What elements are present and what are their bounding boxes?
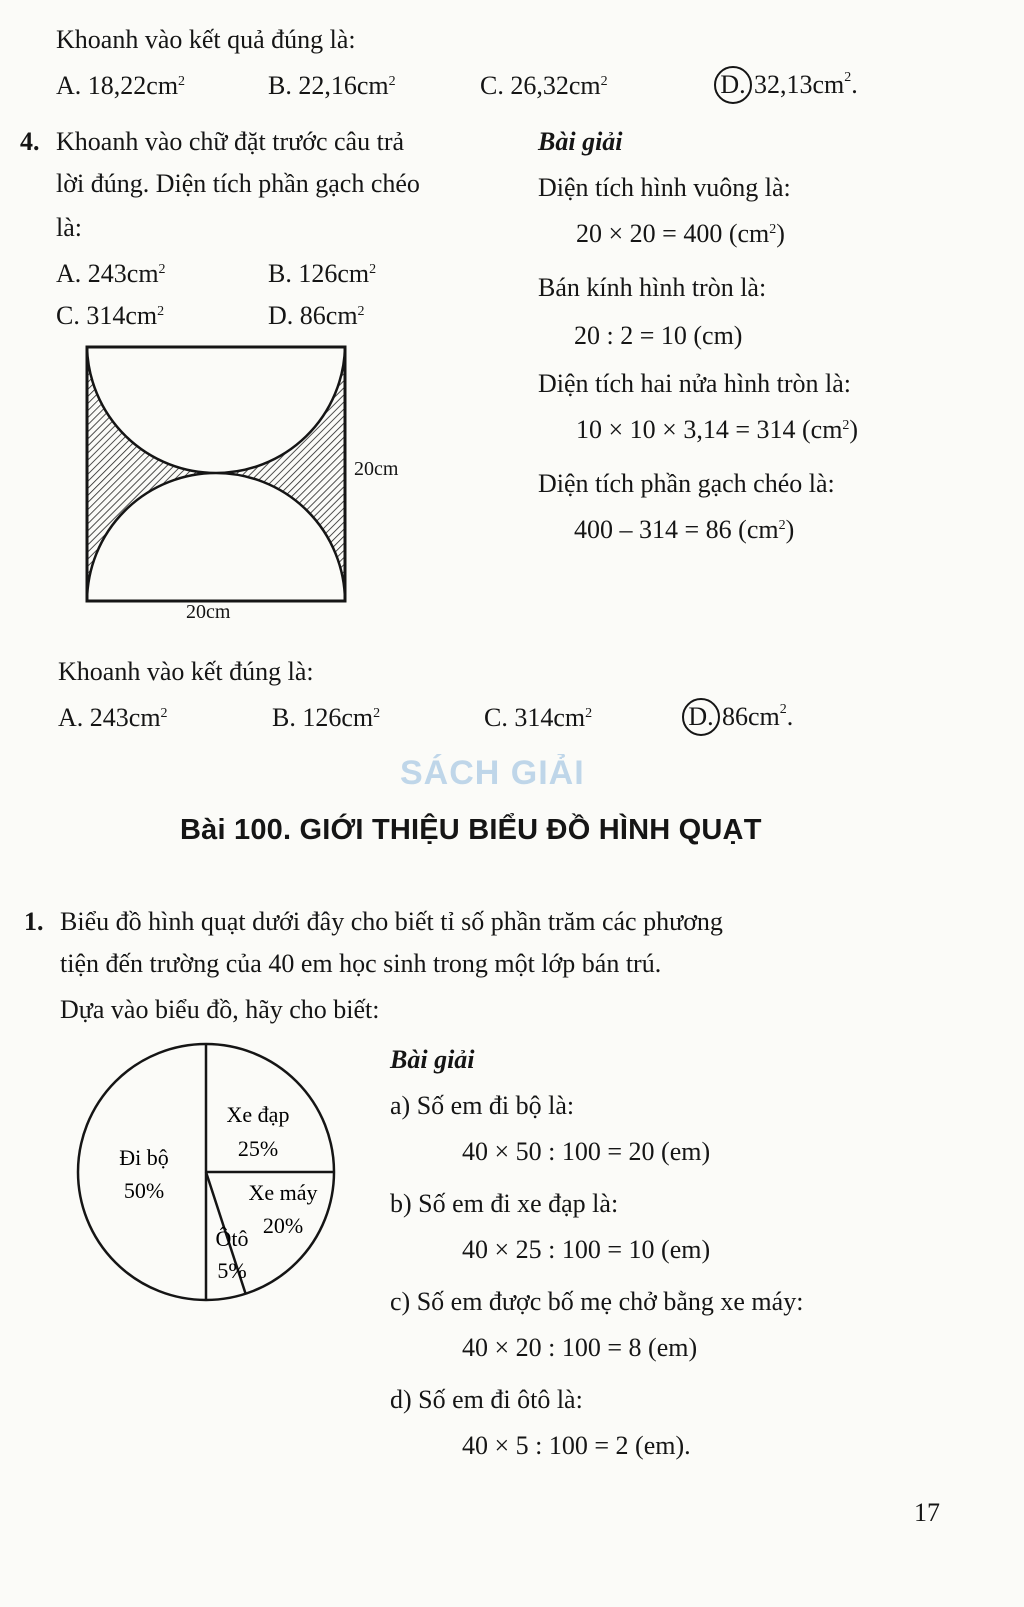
q1-line1: Biểu đồ hình quạt dưới đây cho biết tỉ số phần trăm các phương: [60, 907, 723, 936]
exponent: 2: [388, 74, 396, 89]
q1-solution-b: b) Số em đi xe đạp là:: [390, 1189, 619, 1218]
q4-solution-title: Bài giải: [538, 127, 623, 156]
exponent: 2: [357, 304, 365, 319]
top-option-d: [714, 66, 858, 104]
q1-number: 1.: [24, 907, 44, 936]
q4-solution-calc: [574, 514, 794, 546]
option-text: C. 314cm: [56, 301, 158, 330]
q1-solution-a: a) Số em đi bộ là:: [390, 1091, 575, 1120]
exponent: 2: [585, 706, 593, 721]
q4-solution-line: Diện tích hai nửa hình tròn là:: [538, 369, 852, 398]
option-text: C. 314cm: [484, 703, 586, 732]
q4-solution-calc: [576, 218, 785, 250]
figure-bottom-label: 20cm: [186, 601, 231, 623]
option-text: C. 26,32cm: [480, 71, 601, 100]
q1-solution-title: Bài giải: [390, 1045, 475, 1074]
slice-label-car: Ôtô: [215, 1226, 249, 1251]
exponent: 2: [779, 702, 787, 717]
pie-chart: [70, 1036, 342, 1308]
q4-option-d: [268, 300, 365, 332]
q4-answer-b: [272, 702, 380, 734]
option-text: B. 126cm: [268, 259, 370, 288]
calc-text: 400 – 314 = 86 (cm: [574, 515, 779, 544]
q1-solution-b-calc: 40 × 25 : 100 = 10 (em): [462, 1235, 711, 1264]
circled-answer: D.: [682, 698, 720, 736]
q1-line3: Dựa vào biểu đồ, hãy cho biết:: [60, 995, 380, 1024]
option-text: A. 18,22cm: [56, 71, 179, 100]
q1-solution-c: c) Số em được bố mẹ chở bằng xe máy:: [390, 1287, 804, 1316]
calc-text: 10 × 10 × 3,14 = 314 (cm: [576, 415, 843, 444]
lesson-heading: Bài 100. GIỚI THIỆU BIỂU ĐỒ HÌNH QUẠT: [180, 814, 762, 846]
exponent: 2: [373, 706, 381, 721]
q4-solution-line: Diện tích hình vuông là:: [538, 173, 791, 202]
slice-value-motorbike: 20%: [262, 1213, 304, 1238]
calc-text: 20 × 20 = 400 (cm: [576, 219, 770, 248]
watermark: SÁCH GIẢI: [400, 754, 585, 792]
exponent: 2: [600, 74, 608, 89]
top-intro: Khoanh vào kết quả đúng là:: [56, 25, 356, 54]
circled-answer: D.: [714, 66, 752, 104]
option-text: 86cm: [722, 702, 780, 731]
q1-solution-d-calc: 40 × 5 : 100 = 2 (em).: [462, 1431, 691, 1460]
hatched-region-left: [87, 347, 216, 601]
q1-solution-c-calc: 40 × 20 : 100 = 8 (em): [462, 1333, 698, 1362]
q1-solution-a-calc: 40 × 50 : 100 = 20 (em): [462, 1137, 711, 1166]
exponent: 2: [369, 262, 377, 277]
close-paren: ): [785, 515, 795, 544]
exponent: 2: [160, 706, 168, 721]
period: .: [786, 702, 794, 731]
option-text: B. 126cm: [272, 703, 374, 732]
period: .: [851, 70, 858, 99]
q4-number: 4.: [20, 127, 40, 156]
q4-answer-c: [484, 702, 592, 734]
q4-answer-a: [58, 702, 168, 734]
hatched-region-right: [216, 347, 345, 601]
close-paren: ): [849, 415, 859, 444]
slice-label-motorbike: Xe máy: [248, 1180, 318, 1205]
q4-line2: lời đúng. Diện tích phần gạch chéo: [56, 169, 420, 198]
option-text: A. 243cm: [56, 259, 159, 288]
q4-answer-intro: Khoanh vào kết đúng là:: [58, 657, 314, 686]
q4-answer-d: [682, 698, 793, 736]
q4-option-b: [268, 258, 376, 290]
slice-label-bicycle: Xe đạp: [226, 1102, 290, 1127]
top-option-c: [480, 70, 608, 102]
option-text: D. 86cm: [268, 301, 358, 330]
q4-solution-calc: [576, 414, 858, 446]
square-semicircle-figure: [80, 340, 360, 615]
page-number: 17: [914, 1498, 940, 1527]
option-text: 32,13cm: [754, 70, 845, 99]
q4-line1: Khoanh vào chữ đặt trước câu trả: [56, 127, 405, 156]
top-option-b: [268, 70, 396, 102]
close-paren: ): [776, 219, 785, 248]
q4-line3: là:: [56, 213, 82, 242]
option-text: B. 22,16cm: [268, 71, 389, 100]
slice-value-walk: 50%: [123, 1178, 165, 1203]
exponent: 2: [842, 418, 850, 433]
top-option-a: [56, 70, 185, 102]
exponent: 2: [769, 222, 777, 237]
slice-label-walk: Đi bộ: [119, 1145, 169, 1170]
slice-value-car: 5%: [217, 1258, 247, 1283]
exponent: 2: [844, 70, 852, 85]
exponent: 2: [158, 262, 166, 277]
q4-solution-line: Bán kính hình tròn là:: [538, 273, 767, 302]
q4-solution-calc: 20 : 2 = 10 (cm): [574, 321, 743, 350]
figure-side-label: 20cm: [354, 458, 399, 480]
q1-solution-d: d) Số em đi ôtô là:: [390, 1385, 583, 1414]
q4-option-a: [56, 258, 166, 290]
option-text: A. 243cm: [58, 703, 161, 732]
exponent: 2: [178, 74, 186, 89]
q1-line2: tiện đến trường của 40 em học sinh trong một lớp bán trú.: [60, 949, 662, 978]
exponent: 2: [778, 518, 786, 533]
q4-option-c: [56, 300, 164, 332]
slice-value-bicycle: 25%: [237, 1136, 279, 1161]
exponent: 2: [157, 304, 165, 319]
q4-solution-line: Diện tích phần gạch chéo là:: [538, 469, 835, 498]
